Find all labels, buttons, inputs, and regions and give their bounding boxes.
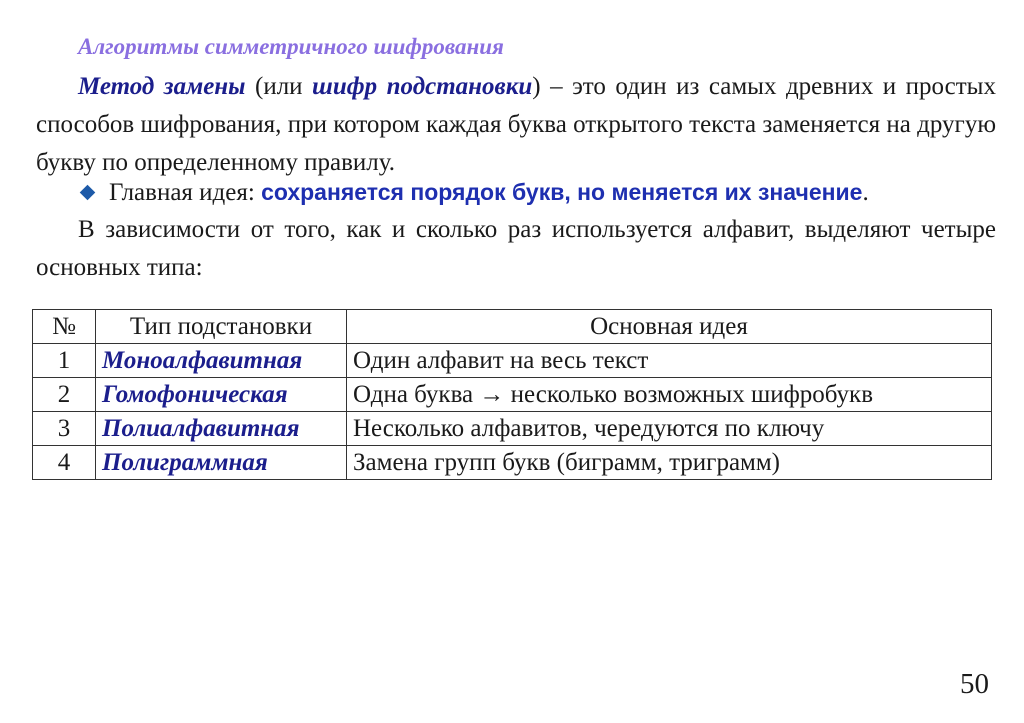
types-paragraph: В зависимости от того, как и сколько раз используется алфавит, выделяют четыре основных типа:	[36, 216, 996, 281]
intro-text-part1: (или	[245, 73, 313, 100]
row-type: Гомофоническая	[96, 378, 347, 412]
page-number: 50	[960, 668, 989, 700]
row-number: 2	[33, 378, 96, 412]
diamond-bullet-icon	[80, 184, 96, 200]
substitution-types-table	[32, 309, 992, 480]
term-substitution-method: Метод замены	[78, 73, 246, 100]
row-idea: Замена групп букв (биграмм, триграмм)	[347, 446, 992, 480]
main-idea-emphasis: сохраняется порядок букв, но меняется их значение	[261, 179, 863, 205]
main-idea-end: .	[862, 179, 869, 206]
intro-text-part2: ) – это один из самых древних и простых способов шифрования, при котором каждая буква открытого текста заменяется на другую букву по определенному правилу.	[36, 73, 996, 176]
row-number: 1	[33, 344, 96, 378]
main-idea-label: Главная идея:	[109, 179, 262, 206]
row-idea: Несколько алфавитов, чередуются по ключу	[347, 412, 992, 446]
row-type: Полиалфавитная	[96, 412, 347, 446]
table-row	[33, 344, 992, 378]
section-heading: Алгоритмы симметричного шифрования	[78, 34, 504, 59]
header-number: №	[33, 310, 96, 344]
header-type: Тип подстановки	[96, 310, 347, 344]
intro-paragraph	[36, 68, 996, 182]
row-idea: Один алфавит на весь текст	[347, 344, 992, 378]
row-type: Полиграммная	[96, 446, 347, 480]
row-idea: Одна буква → несколько возможных шифробукв	[347, 378, 992, 412]
term-substitution-cipher: шифр подстановки	[312, 73, 533, 100]
row-number: 3	[33, 412, 96, 446]
table-row	[33, 446, 992, 480]
table-header-row	[33, 310, 992, 344]
row-type: Моноалфавитная	[96, 344, 347, 378]
row-number: 4	[33, 446, 96, 480]
header-idea: Основная идея	[347, 310, 992, 344]
table-row	[33, 412, 992, 446]
table-row	[33, 378, 992, 412]
main-idea-bullet	[78, 173, 869, 212]
